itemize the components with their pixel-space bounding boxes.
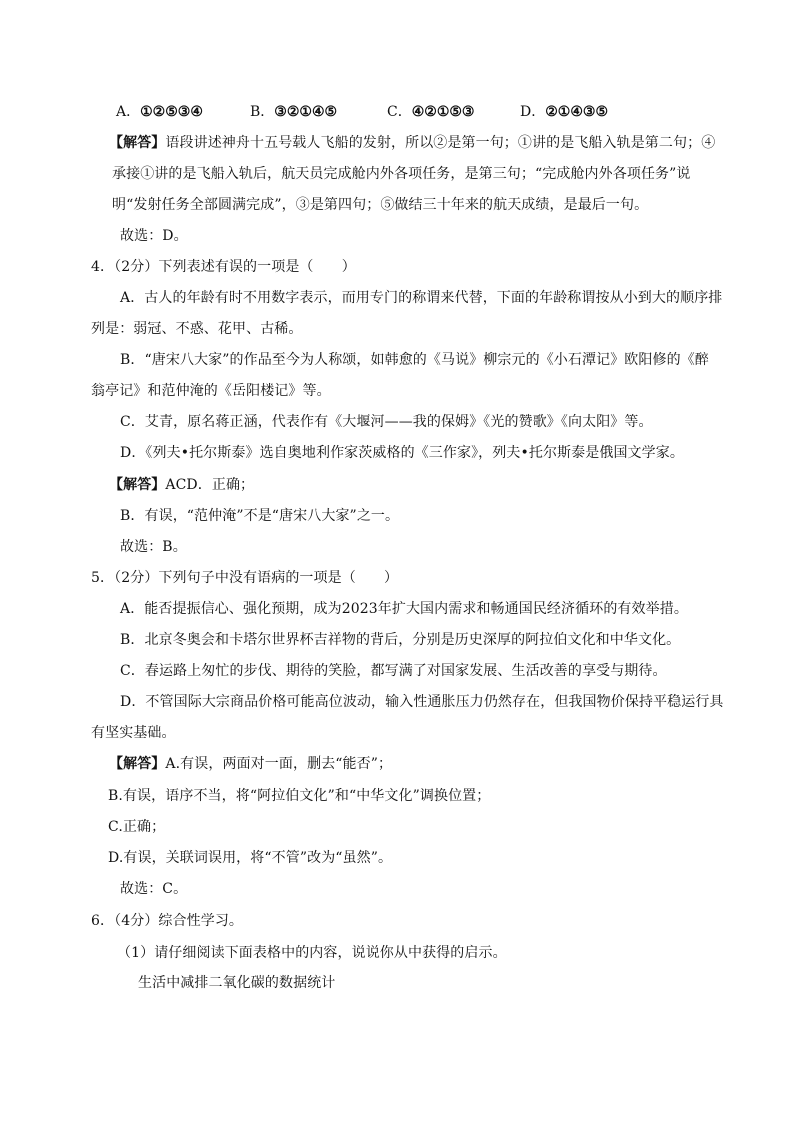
- question4-stem: 4．（2分）下列表述有误的一项是（ ）: [91, 259, 356, 275]
- option-value: ④②①⑤③: [411, 104, 475, 120]
- option-label: A．: [116, 104, 141, 120]
- question3-answer-line2: 承接①讲的是飞船入轨后，航天员完成舱内外各项任务，是第三句；“完成舱内外各项任务”说: [112, 166, 691, 182]
- answer-text: A.有误，两面对一面，删去“能否”；: [165, 756, 393, 772]
- question4-option-a-line1: A．古人的年龄有时不用数字表示，而用专门的称谓来代替，下面的年龄称谓按从小到大的顺序排: [120, 290, 723, 306]
- question4-option-d: D．《列夫•托尔斯泰》选自奥地利作家茨威格的《三作家》，列夫•托尔斯泰是俄国文学家。: [120, 445, 684, 461]
- question3-choice: 故选：D。: [120, 228, 188, 244]
- option-value: ①②⑤③④: [140, 104, 203, 120]
- question4-option-b-line2: 翁亭记》和范仲淹的《岳阳楼记》等。: [91, 383, 331, 399]
- question6-stem: 6．（4分）综合性学习。: [91, 913, 244, 929]
- question4-option-b-line1: B．“唐宋八大家”的作品至今为人称颂，如韩愈的《马说》柳宗元的《小石潭记》欧阳修的《醉: [120, 352, 709, 368]
- question3-answer-line1: [109, 133, 715, 153]
- question5-answer: [109, 754, 392, 774]
- answer-text: ACD．正确；: [165, 477, 255, 493]
- question4-option-c: C．艾青，原名蒋正涵，代表作有《大堰河——我的保姆》《光的赞歌》《向太阳》等。: [120, 414, 653, 430]
- answer-tag: 【解答】: [109, 756, 166, 772]
- question4-choice: 故选：B。: [120, 539, 187, 555]
- question5-option-d-line2: 有坚实基础。: [91, 725, 176, 741]
- option-label: B．: [250, 104, 275, 120]
- question6-sub1: （1）请仔细阅读下面表格中的内容，说说你从中获得的启示。: [117, 945, 507, 961]
- answer-text: 语段讲述神舟十五号载人飞船的发射，所以②是第一句；①讲的是飞船入轨是第二句；④: [165, 135, 716, 151]
- question5-answer-line4: D.有误，关联词误用，将“不管”改为“虽然”。: [108, 850, 393, 866]
- question3-option-d: [520, 102, 608, 122]
- table-title: 生活中减排二氧化碳的数据统计: [138, 975, 336, 991]
- question3-option-b: [250, 102, 337, 122]
- option-value: ③②①④⑤: [274, 104, 338, 120]
- question4-answer: [109, 475, 254, 495]
- question4-option-a-line2: 列是：弱冠、不惑、花甲、古稀。: [91, 321, 303, 337]
- question5-option-b: B．北京冬奥会和卡塔尔世界杯吉祥物的背后，分别是历史深厚的阿拉伯文化和中华文化。: [120, 632, 681, 648]
- option-label: C．: [387, 104, 412, 120]
- question3-options: [116, 102, 676, 122]
- answer-tag: 【解答】: [109, 477, 166, 493]
- question3-option-a: [116, 102, 203, 122]
- question5-answer-line2: B.有误，语序不当，将“阿拉伯文化”和“中华文化”调换位置；: [108, 788, 491, 804]
- answer-tag: 【解答】: [109, 135, 166, 151]
- question3-answer-line3: 明“发射任务全部圆满完成”，③是第四句；⑤做结三十年来的航天成绩，是最后一句。: [112, 197, 649, 213]
- question5-stem: 5．（2分）下列句子中没有语病的一项是（ ）: [91, 570, 399, 586]
- question5-choice: 故选：C。: [120, 881, 188, 897]
- question5-answer-line3: C.正确；: [108, 819, 166, 835]
- question3-option-c: [387, 102, 474, 122]
- question5-option-d-line1: D．不管国际大宗商品价格可能高位波动，输入性通胀压力仍然存在，但我国物价保持平稳运行具: [120, 694, 724, 710]
- option-value: ②①④③⑤: [545, 104, 608, 120]
- question5-option-a: A．能否提振信心、强化预期，成为2023年扩大国内需求和畅通国民经济循环的有效举措。: [120, 601, 688, 617]
- option-label: D．: [520, 104, 546, 120]
- question4-answer-line2: B．有误，“范仲淹”不是“唐宋八大家”之一。: [120, 508, 400, 524]
- question5-option-c: C．春运路上匆忙的步伐、期待的笑脸，都写满了对国家发展、生活改善的享受与期待。: [120, 663, 667, 679]
